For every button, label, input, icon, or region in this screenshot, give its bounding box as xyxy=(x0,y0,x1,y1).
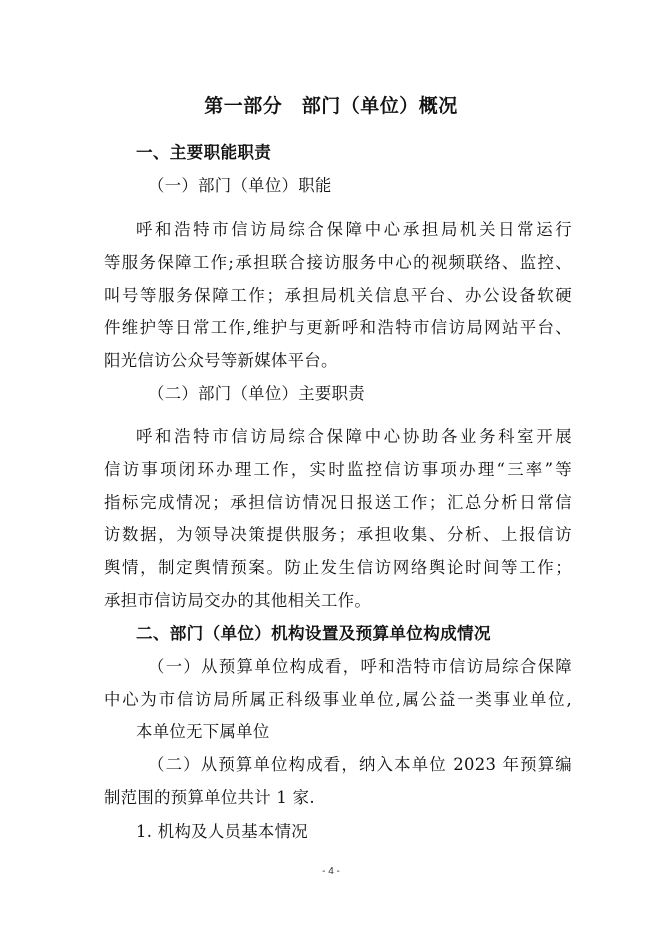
section2-para2-line-1: （二）从预算单位构成看，纳入本单位 2023 年预算编 xyxy=(148,755,572,774)
section1-heading: 一、主要职能职责 xyxy=(136,143,272,162)
sub2-line-4: 访数据，为领导决策提供服务；承担收集、分析、上报信访 xyxy=(104,525,572,544)
sub1-line-5: 阳光信访公众号等新媒体平台。 xyxy=(104,351,338,370)
sub1-line-1: 呼和浩特市信访局综合保障中心承担局机关日常运行 xyxy=(136,220,572,239)
sub1-line-2: 等服务保障工作;承担联合接访服务中心的视频联络、监控、 xyxy=(104,253,572,272)
item1-heading: 1. 机构及人员基本情况 xyxy=(136,822,308,841)
sub2-line-2: 信访事项闭环办理工作，实时监控信访事项办理“三率”等 xyxy=(104,460,572,479)
page-number: - 4 - xyxy=(322,866,340,877)
sub2-line-1: 呼和浩特市信访局综合保障中心协助各业务科室开展 xyxy=(136,427,572,446)
sub2-heading: （二）部门（单位）主要职责 xyxy=(148,384,365,403)
sub2-line-3: 指标完成情况；承担信访情况日报送工作；汇总分析日常信 xyxy=(104,493,572,512)
section2-heading: 二、部门（单位）机构设置及预算单位构成情况 xyxy=(136,624,491,643)
section2-para1-line-2: 中心为市信访局所属正科级事业单位,属公益一类事业单位, xyxy=(104,690,572,709)
sub2-line-6: 承担市信访局交办的其他相关工作。 xyxy=(104,591,372,610)
section2-para2-line-2: 制范围的预算单位共计 1 家. xyxy=(104,788,315,807)
section2-para1-line-3: 本单位无下属单位 xyxy=(136,722,270,741)
sub1-line-3: 叫号等服务保障工作；承担局机关信息平台、办公设备软硬 xyxy=(104,286,572,305)
section2-para1-line-1: （一）从预算单位构成看，呼和浩特市信访局综合保障 xyxy=(148,657,572,676)
page-title: 第一部分 部门（单位）概况 xyxy=(204,95,458,117)
sub1-line-4: 件维护等日常工作,维护与更新呼和浩特市信访局网站平台、 xyxy=(104,318,572,337)
sub1-heading: （一）部门（单位）职能 xyxy=(148,176,332,195)
sub2-line-5: 舆情，制定舆情预案。防止发生信访网络舆论时间等工作； xyxy=(104,558,572,577)
